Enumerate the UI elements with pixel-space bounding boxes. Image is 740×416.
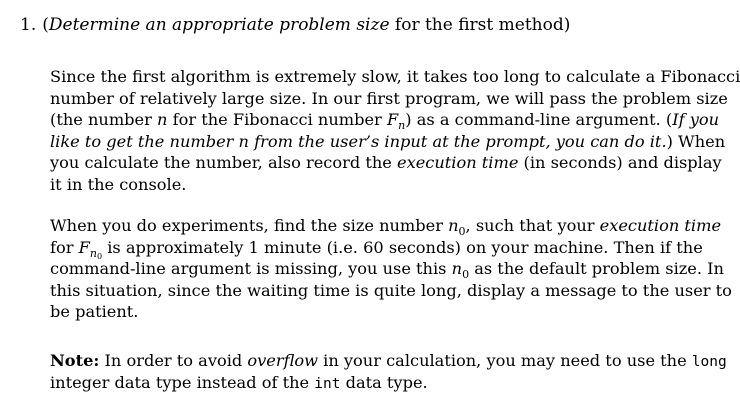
note-line-1-a: In order to avoid xyxy=(99,351,248,370)
note-line-2-a: integer data type instead of the xyxy=(50,372,315,392)
math-F: F xyxy=(386,110,399,130)
paragraph-experiments xyxy=(50,215,732,323)
math-n0-2: n xyxy=(451,259,463,279)
note-label: Note: xyxy=(50,351,100,370)
paragraph-problem-size xyxy=(50,66,740,196)
heading-italic-phrase: Determine an appropriate problem size xyxy=(48,15,390,35)
para2-line-1 xyxy=(50,215,722,238)
para2-line-1-a: When you do experiments, find the size number xyxy=(50,216,449,235)
note-line-1 xyxy=(50,350,727,372)
para2-line-2-a: for xyxy=(50,237,79,257)
math-F-n0-sub-n: n xyxy=(89,246,97,260)
para2-line-1-b: , such that your xyxy=(465,216,600,235)
math-F-subscript: n xyxy=(398,119,406,133)
math-n0: n xyxy=(448,216,459,235)
math-n: n xyxy=(157,110,168,130)
code-long: long xyxy=(691,354,727,370)
para2-line-3 xyxy=(50,258,724,282)
para1-line-3-c: ) as a command-line argument. ( xyxy=(405,110,673,130)
para1-line-5-b: (in seconds) and display xyxy=(518,153,722,173)
para2-line-4-text: this situation, since the waiting time is quite long, display a message to the user to xyxy=(50,280,732,300)
para1-line-4 xyxy=(50,131,726,153)
execution-time-term: execution time xyxy=(397,153,519,173)
para1-line-1-text: Since the first algorithm is extremely slow, it takes too long to calculate a Fibonacci xyxy=(50,67,740,86)
para1-line-1 xyxy=(50,66,740,88)
para1-line-6 xyxy=(50,174,690,196)
para1-line-3 xyxy=(50,109,720,133)
math-n0-2-subscript: 0 xyxy=(462,268,470,282)
code-int: int xyxy=(314,375,341,392)
para1-line-3-italic: If you xyxy=(672,110,720,130)
overflow-term: overflow xyxy=(247,351,319,370)
para1-line-5 xyxy=(50,152,722,174)
note-line-2 xyxy=(50,372,690,394)
note-line-1-b: in your calculation, you may need to use the xyxy=(318,351,692,370)
math-n0-subscript: 0 xyxy=(458,225,466,238)
para2-line-5-text: be patient. xyxy=(50,302,139,322)
para1-line-2-text: number of relatively large size. In our first program, we will pass the problem size xyxy=(50,88,728,108)
para1-line-5-a: you calculate the number, also record the xyxy=(50,153,398,173)
para1-line-3-b: for the Fibonacci number xyxy=(167,110,387,130)
para1-line-4-b: ) When xyxy=(666,131,726,151)
para2-line-3-a: command-line argument is missing, you use this xyxy=(50,259,452,279)
para2-line-3-b: as the default problem size. In xyxy=(469,259,724,279)
note-line-2-b: data type. xyxy=(340,372,428,392)
heading-paren-open: ( xyxy=(42,15,49,35)
heading-rest: for the first method) xyxy=(389,15,571,35)
para2-line-4 xyxy=(50,280,732,302)
para1-line-6-text: it in the console. xyxy=(50,174,187,194)
math-F-n0: F xyxy=(78,237,90,257)
para2-line-5 xyxy=(50,301,690,323)
math-F-n0-sub-zero: 0 xyxy=(96,251,103,261)
para2-line-2 xyxy=(50,237,703,261)
item-number: 1. xyxy=(20,15,37,35)
paragraph-note xyxy=(50,350,727,393)
para1-line-2 xyxy=(50,88,728,110)
item-heading xyxy=(20,14,570,36)
para1-line-4-italic: like to get the number n from the user’s input at the prompt, you can do it. xyxy=(50,131,667,151)
execution-time-term-2: execution time xyxy=(599,216,722,235)
para2-line-2-b: is approximately 1 minute (i.e. 60 seconds) on your machine. Then if the xyxy=(102,237,703,257)
para1-line-3-a: (the number xyxy=(50,110,157,130)
